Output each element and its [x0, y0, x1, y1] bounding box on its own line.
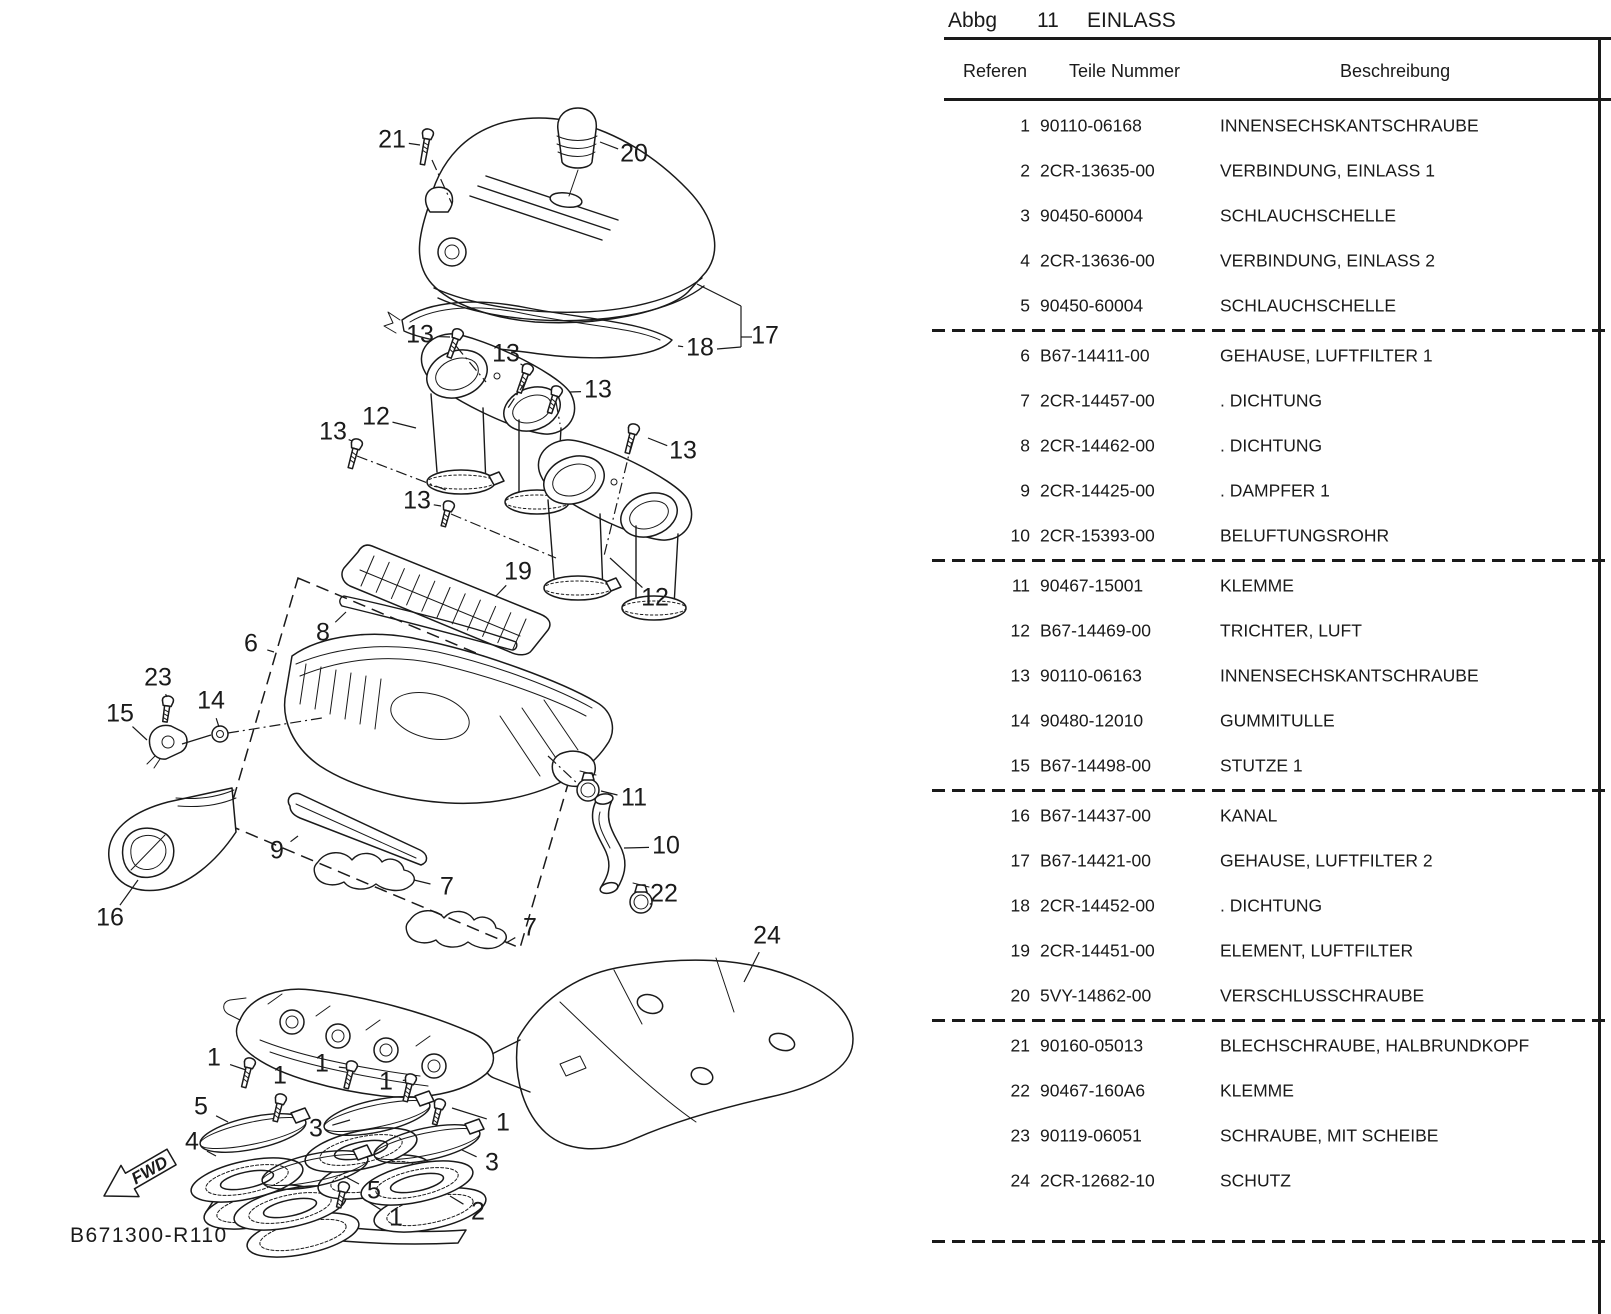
part-duct-16	[109, 788, 236, 890]
callout-label: 10	[652, 831, 680, 860]
row-ref: 13	[1010, 665, 1030, 685]
row-description: GEHAUSE, LUFTFILTER 2	[1220, 850, 1433, 870]
callout-leader	[678, 346, 683, 347]
row-part-number: 2CR-13635-00	[1040, 160, 1155, 180]
table-row	[930, 1113, 1611, 1158]
callout-label: 9	[270, 836, 284, 865]
callout-label: 4	[185, 1127, 199, 1156]
table-row	[930, 838, 1611, 883]
callout-leader	[216, 1116, 228, 1122]
callout-label: 13	[406, 320, 434, 349]
row-ref: 15	[1010, 755, 1030, 775]
callout-label: 13	[319, 417, 347, 446]
part-hose-clamp	[630, 883, 652, 913]
row-description: INNENSECHSKANTSCHRAUBE	[1220, 665, 1479, 685]
callout-leader	[434, 505, 441, 506]
construction-line	[717, 347, 741, 349]
callout-leader	[267, 650, 274, 652]
table-row	[930, 238, 1611, 283]
callout-label: 23	[144, 663, 172, 692]
callout-label: 1	[496, 1108, 510, 1137]
callout-label: 21	[378, 125, 406, 154]
column-header-teile-nummer: Teile Nummer	[1069, 61, 1181, 81]
table-row	[930, 698, 1611, 743]
row-ref: 14	[1010, 710, 1030, 730]
screw-icon	[438, 500, 455, 528]
table-row	[930, 333, 1611, 378]
table-row	[930, 608, 1611, 653]
row-part-number: 90110-06168	[1040, 115, 1142, 135]
part-grommet-14	[212, 726, 228, 742]
row-ref: 1	[1020, 115, 1030, 135]
row-part-number: 2CR-12682-10	[1040, 1170, 1155, 1190]
screw-icon	[238, 1057, 256, 1089]
callout-label: 18	[686, 333, 714, 362]
row-description: ELEMENT, LUFTFILTER	[1220, 940, 1414, 960]
row-description: SCHLAUCHSCHELLE	[1220, 295, 1397, 315]
callout-label: 13	[669, 436, 697, 465]
row-part-number: B67-14411-00	[1040, 345, 1150, 365]
row-description: TRICHTER, LUFT	[1220, 620, 1362, 640]
row-part-number: B67-14469-00	[1040, 620, 1151, 640]
parts-table-panel	[930, 0, 1611, 1314]
row-part-number: 90467-15001	[1040, 575, 1144, 595]
row-ref: 17	[1010, 850, 1030, 870]
callout-label: 3	[309, 1114, 323, 1143]
callout-label: 19	[504, 557, 532, 586]
part-damper-9	[288, 793, 426, 865]
column-header-referen: Referen	[963, 61, 1028, 81]
row-description: . DICHTUNG	[1220, 895, 1323, 915]
row-ref: 19	[1010, 940, 1030, 960]
callout-leader	[230, 1065, 246, 1070]
row-ref: 18	[1010, 895, 1030, 915]
row-ref: 21	[1010, 1035, 1030, 1055]
column-header-beschreibung: Beschreibung	[1340, 61, 1451, 81]
part-case-6	[285, 634, 613, 803]
row-part-number: 2CR-14451-00	[1040, 940, 1155, 960]
callout-leader	[506, 938, 515, 943]
group-separator	[930, 1239, 1611, 1244]
table-row	[930, 193, 1611, 238]
row-ref: 3	[1020, 205, 1030, 225]
row-ref: 16	[1010, 805, 1030, 825]
callout-leader	[496, 585, 506, 596]
callout-label: 13	[492, 339, 520, 368]
table-row	[930, 563, 1611, 608]
callout-label: 1	[389, 1203, 403, 1232]
row-ref: 7	[1020, 390, 1030, 410]
part-clamp-band	[197, 1106, 310, 1160]
row-description: KLEMME	[1220, 1080, 1294, 1100]
row-ref: 22	[1010, 1080, 1030, 1100]
row-description: VERBINDUNG, EINLASS 1	[1220, 160, 1435, 180]
row-part-number: 90467-160A6	[1040, 1080, 1146, 1100]
row-ref: 8	[1020, 435, 1030, 455]
row-part-number: B67-14421-00	[1040, 850, 1151, 870]
row-description: STUTZE 1	[1220, 755, 1303, 775]
callout-label: 20	[620, 139, 648, 168]
callout-label: 14	[197, 686, 225, 715]
row-description: KLEMME	[1220, 575, 1294, 595]
callout-label: 7	[523, 913, 537, 942]
row-ref: 11	[1011, 575, 1030, 595]
row-ref: 4	[1020, 250, 1030, 270]
row-ref: 5	[1020, 295, 1030, 315]
callout-label: 16	[96, 903, 124, 932]
table-row	[930, 423, 1611, 468]
callout-label: 22	[650, 879, 678, 908]
row-part-number: 90160-05013	[1040, 1035, 1144, 1055]
throttle-body-assembly	[224, 989, 494, 1097]
row-part-number: 90110-06163	[1040, 665, 1142, 685]
callout-label: 15	[106, 699, 134, 728]
part-gasket-7	[406, 911, 506, 949]
row-part-number: 2CR-13636-00	[1040, 250, 1155, 270]
figure-title: EINLASS	[1087, 9, 1176, 32]
row-part-number: 2CR-14425-00	[1040, 480, 1155, 500]
callout-label: 17	[751, 321, 779, 350]
callout-label: 13	[403, 486, 431, 515]
callout-label: 6	[244, 629, 258, 658]
row-description: GUMMITULLE	[1220, 710, 1335, 730]
row-part-number: 90450-60004	[1040, 205, 1144, 225]
row-description: BLECHSCHRAUBE, HALBRUNDKOPF	[1220, 1035, 1530, 1055]
part-stutze-15	[147, 725, 187, 768]
row-part-number: 90450-60004	[1040, 295, 1144, 315]
callout-leader	[335, 612, 346, 622]
callout-leader	[392, 422, 416, 428]
callout-leader	[291, 836, 298, 842]
row-ref: 2	[1020, 160, 1030, 180]
table-row	[930, 793, 1611, 838]
callout-label: 13	[584, 375, 612, 404]
figure-number: 11	[1037, 9, 1059, 32]
row-description: SCHLAUCHSCHELLE	[1220, 205, 1397, 225]
row-ref: 20	[1010, 985, 1030, 1005]
table-row	[930, 653, 1611, 698]
figure-header-label: Abbg	[948, 9, 998, 32]
screw-icon	[345, 438, 363, 470]
callout-label: 12	[641, 583, 669, 612]
row-description: BELUFTUNGSROHR	[1220, 525, 1390, 545]
callout-label: 1	[315, 1049, 329, 1078]
part-gasket-7	[314, 853, 414, 891]
row-part-number: 90480-12010	[1040, 710, 1144, 730]
callout-label: 12	[362, 402, 390, 431]
callout-label: 8	[316, 618, 330, 647]
table-row	[930, 468, 1611, 513]
row-ref: 9	[1020, 480, 1030, 500]
table-row	[930, 973, 1611, 1018]
callout-leader	[409, 143, 420, 145]
table-row	[930, 743, 1611, 788]
row-ref: 6	[1020, 345, 1030, 365]
construction-line	[451, 514, 556, 558]
row-description: VERBINDUNG, EINLASS 2	[1220, 250, 1435, 270]
row-description: INNENSECHSKANTSCHRAUBE	[1220, 115, 1479, 135]
row-part-number: 90119-06051	[1040, 1125, 1142, 1145]
row-ref: 10	[1010, 525, 1030, 545]
row-description: GEHAUSE, LUFTFILTER 1	[1220, 345, 1433, 365]
callout-label: 7	[440, 872, 454, 901]
callout-leader	[452, 1108, 487, 1119]
parts-rows	[930, 103, 1611, 1244]
callout-leader	[414, 880, 430, 884]
callout-label: 1	[207, 1043, 221, 1072]
table-row	[930, 513, 1611, 558]
callout-label: 1	[273, 1061, 287, 1090]
screw-icon	[417, 128, 434, 165]
table-row	[930, 148, 1611, 193]
table-row	[930, 928, 1611, 973]
row-ref: 23	[1010, 1125, 1030, 1145]
fwd-arrow	[95, 1141, 181, 1211]
screw-icon	[159, 695, 174, 722]
table-row	[930, 883, 1611, 928]
row-description: KANAL	[1220, 805, 1278, 825]
row-description: . DICHTUNG	[1220, 390, 1323, 410]
header-rule	[944, 98, 1611, 101]
table-row	[930, 1023, 1611, 1068]
callout-leader	[462, 1150, 477, 1157]
construction-line	[697, 284, 741, 306]
callout-label: 5	[194, 1092, 208, 1121]
callout-label: 2	[471, 1197, 485, 1226]
row-part-number: 2CR-14452-00	[1040, 895, 1155, 915]
row-part-number: B67-14498-00	[1040, 755, 1151, 775]
table-row	[930, 1068, 1611, 1113]
table-row	[930, 1158, 1611, 1203]
callout-label: 1	[379, 1067, 393, 1096]
table-row	[930, 103, 1611, 148]
row-part-number: B67-14437-00	[1040, 805, 1151, 825]
table-row	[930, 283, 1611, 328]
callout-leader	[648, 438, 667, 446]
callout-leader	[349, 440, 352, 441]
row-part-number: 2CR-15393-00	[1040, 525, 1155, 545]
callout-leader	[624, 847, 649, 848]
part-protector-24	[485, 958, 853, 1149]
callout-label: 11	[621, 783, 647, 812]
callout-label: 24	[753, 921, 781, 950]
screw-icon	[622, 423, 640, 455]
row-part-number: 5VY-14862-00	[1040, 985, 1152, 1005]
row-description: SCHUTZ	[1220, 1170, 1291, 1190]
row-description: VERSCHLUSSCHRAUBE	[1220, 985, 1425, 1005]
row-part-number: 2CR-14457-00	[1040, 390, 1155, 410]
row-description: SCHRAUBE, MIT SCHEIBE	[1220, 1125, 1439, 1145]
row-part-number: 2CR-14462-00	[1040, 435, 1155, 455]
row-description: . DICHTUNG	[1220, 435, 1323, 455]
callout-leader	[332, 1120, 350, 1125]
figure-code: B671300-R110	[70, 1224, 228, 1247]
row-ref: 24	[1010, 1170, 1030, 1190]
title-rule	[944, 37, 1611, 40]
row-description: . DAMPFER 1	[1220, 480, 1330, 500]
fwd-label: FWD	[128, 1152, 172, 1189]
callout-label: 5	[367, 1176, 381, 1205]
table-row	[930, 378, 1611, 423]
callout-label: 3	[485, 1148, 499, 1177]
callout-leader	[132, 727, 147, 740]
row-ref: 12	[1010, 620, 1030, 640]
